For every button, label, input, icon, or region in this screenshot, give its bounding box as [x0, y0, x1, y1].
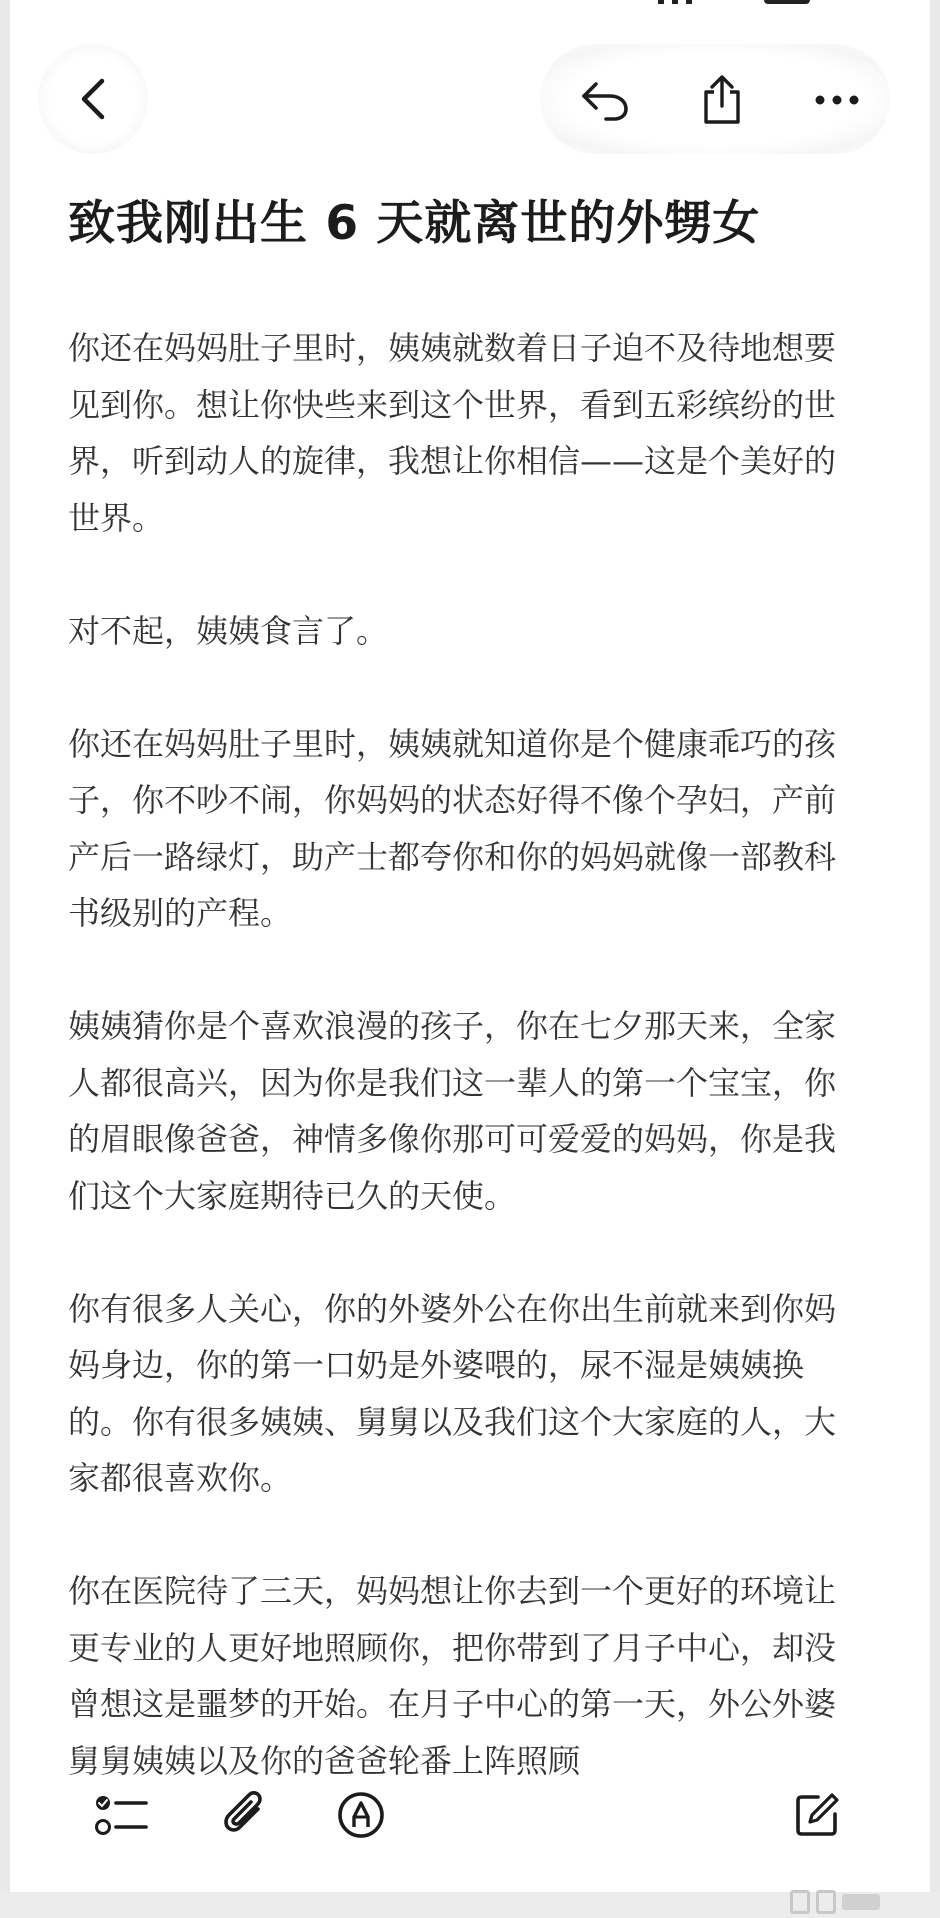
- share-button[interactable]: [692, 70, 752, 130]
- ellipsis-icon: [814, 94, 860, 106]
- screenshot-frame-left: [0, 0, 10, 1918]
- note-paragraph: 你有很多人关心，你的外婆外公在你出生前就来到你妈妈身边，你的第一口奶是外婆喂的，尿不湿是姨姨换的。你有很多姨姨、舅舅以及我们这个大家庭的人，大家都很喜欢你。: [68, 1289, 837, 1497]
- more-button[interactable]: [807, 70, 867, 130]
- note-paragraph: 你还在妈妈肚子里时，姨姨就知道你是个健康乖巧的孩子，你不吵不闹，你妈妈的状态好得不像个孕妇，产前产后一路绿灯，助产士都夸你和你的妈妈就像一部教科书级别的产程。: [68, 724, 837, 932]
- attach-button[interactable]: [209, 1780, 279, 1850]
- note-body[interactable]: [68, 320, 850, 1780]
- compose-icon: [792, 1790, 842, 1840]
- chevron-left-icon: [78, 77, 108, 121]
- watermark-logo: [790, 1888, 920, 1916]
- note-paragraph: 你还在妈妈肚子里时，姨姨就数着日子迫不及待地想要见到你。想让你快些来到这个世界，看到五彩缤纷的世界，听到动人的旋律，我想让你相信——这是个美好的世界。: [68, 329, 837, 537]
- status-bar: [0, 0, 940, 22]
- share-icon: [700, 74, 744, 126]
- note-paragraph: 姨姨猜你是个喜欢浪漫的孩子，你在七夕那天来，全家人都很高兴，因为你是我们这一辈人的第一个宝宝，你的眉眼像爸爸，神情多像你那可可爱爱的妈妈，你是我们这个大家庭期待已久的天使。: [68, 1007, 837, 1215]
- undo-button[interactable]: [575, 70, 635, 130]
- markup-button[interactable]: [326, 1780, 396, 1850]
- checklist-icon: [94, 1791, 150, 1839]
- paperclip-icon: [220, 1789, 268, 1841]
- undo-icon: [580, 78, 630, 122]
- note-title[interactable]: 致我刚出生 6 天就离世的外甥女: [68, 196, 761, 251]
- checklist-button[interactable]: [87, 1780, 157, 1850]
- status-icons: [658, 0, 853, 14]
- pen-circle-icon: [335, 1789, 387, 1841]
- back-button[interactable]: [38, 44, 148, 154]
- screenshot-frame-right: [930, 0, 940, 1918]
- compose-button[interactable]: [782, 1780, 852, 1850]
- note-paragraph: 对不起，姨姨食言了。: [68, 611, 389, 650]
- note-paragraph: 你在医院待了三天，妈妈想让你去到一个更好的环境让更专业的人更好地照顾你，把你带到了月子中心，却没曾想这是噩梦的开始。在月子中心的第一天，外公外婆舅舅姨姨以及你的爸爸轮番上阵照顾: [68, 1572, 837, 1780]
